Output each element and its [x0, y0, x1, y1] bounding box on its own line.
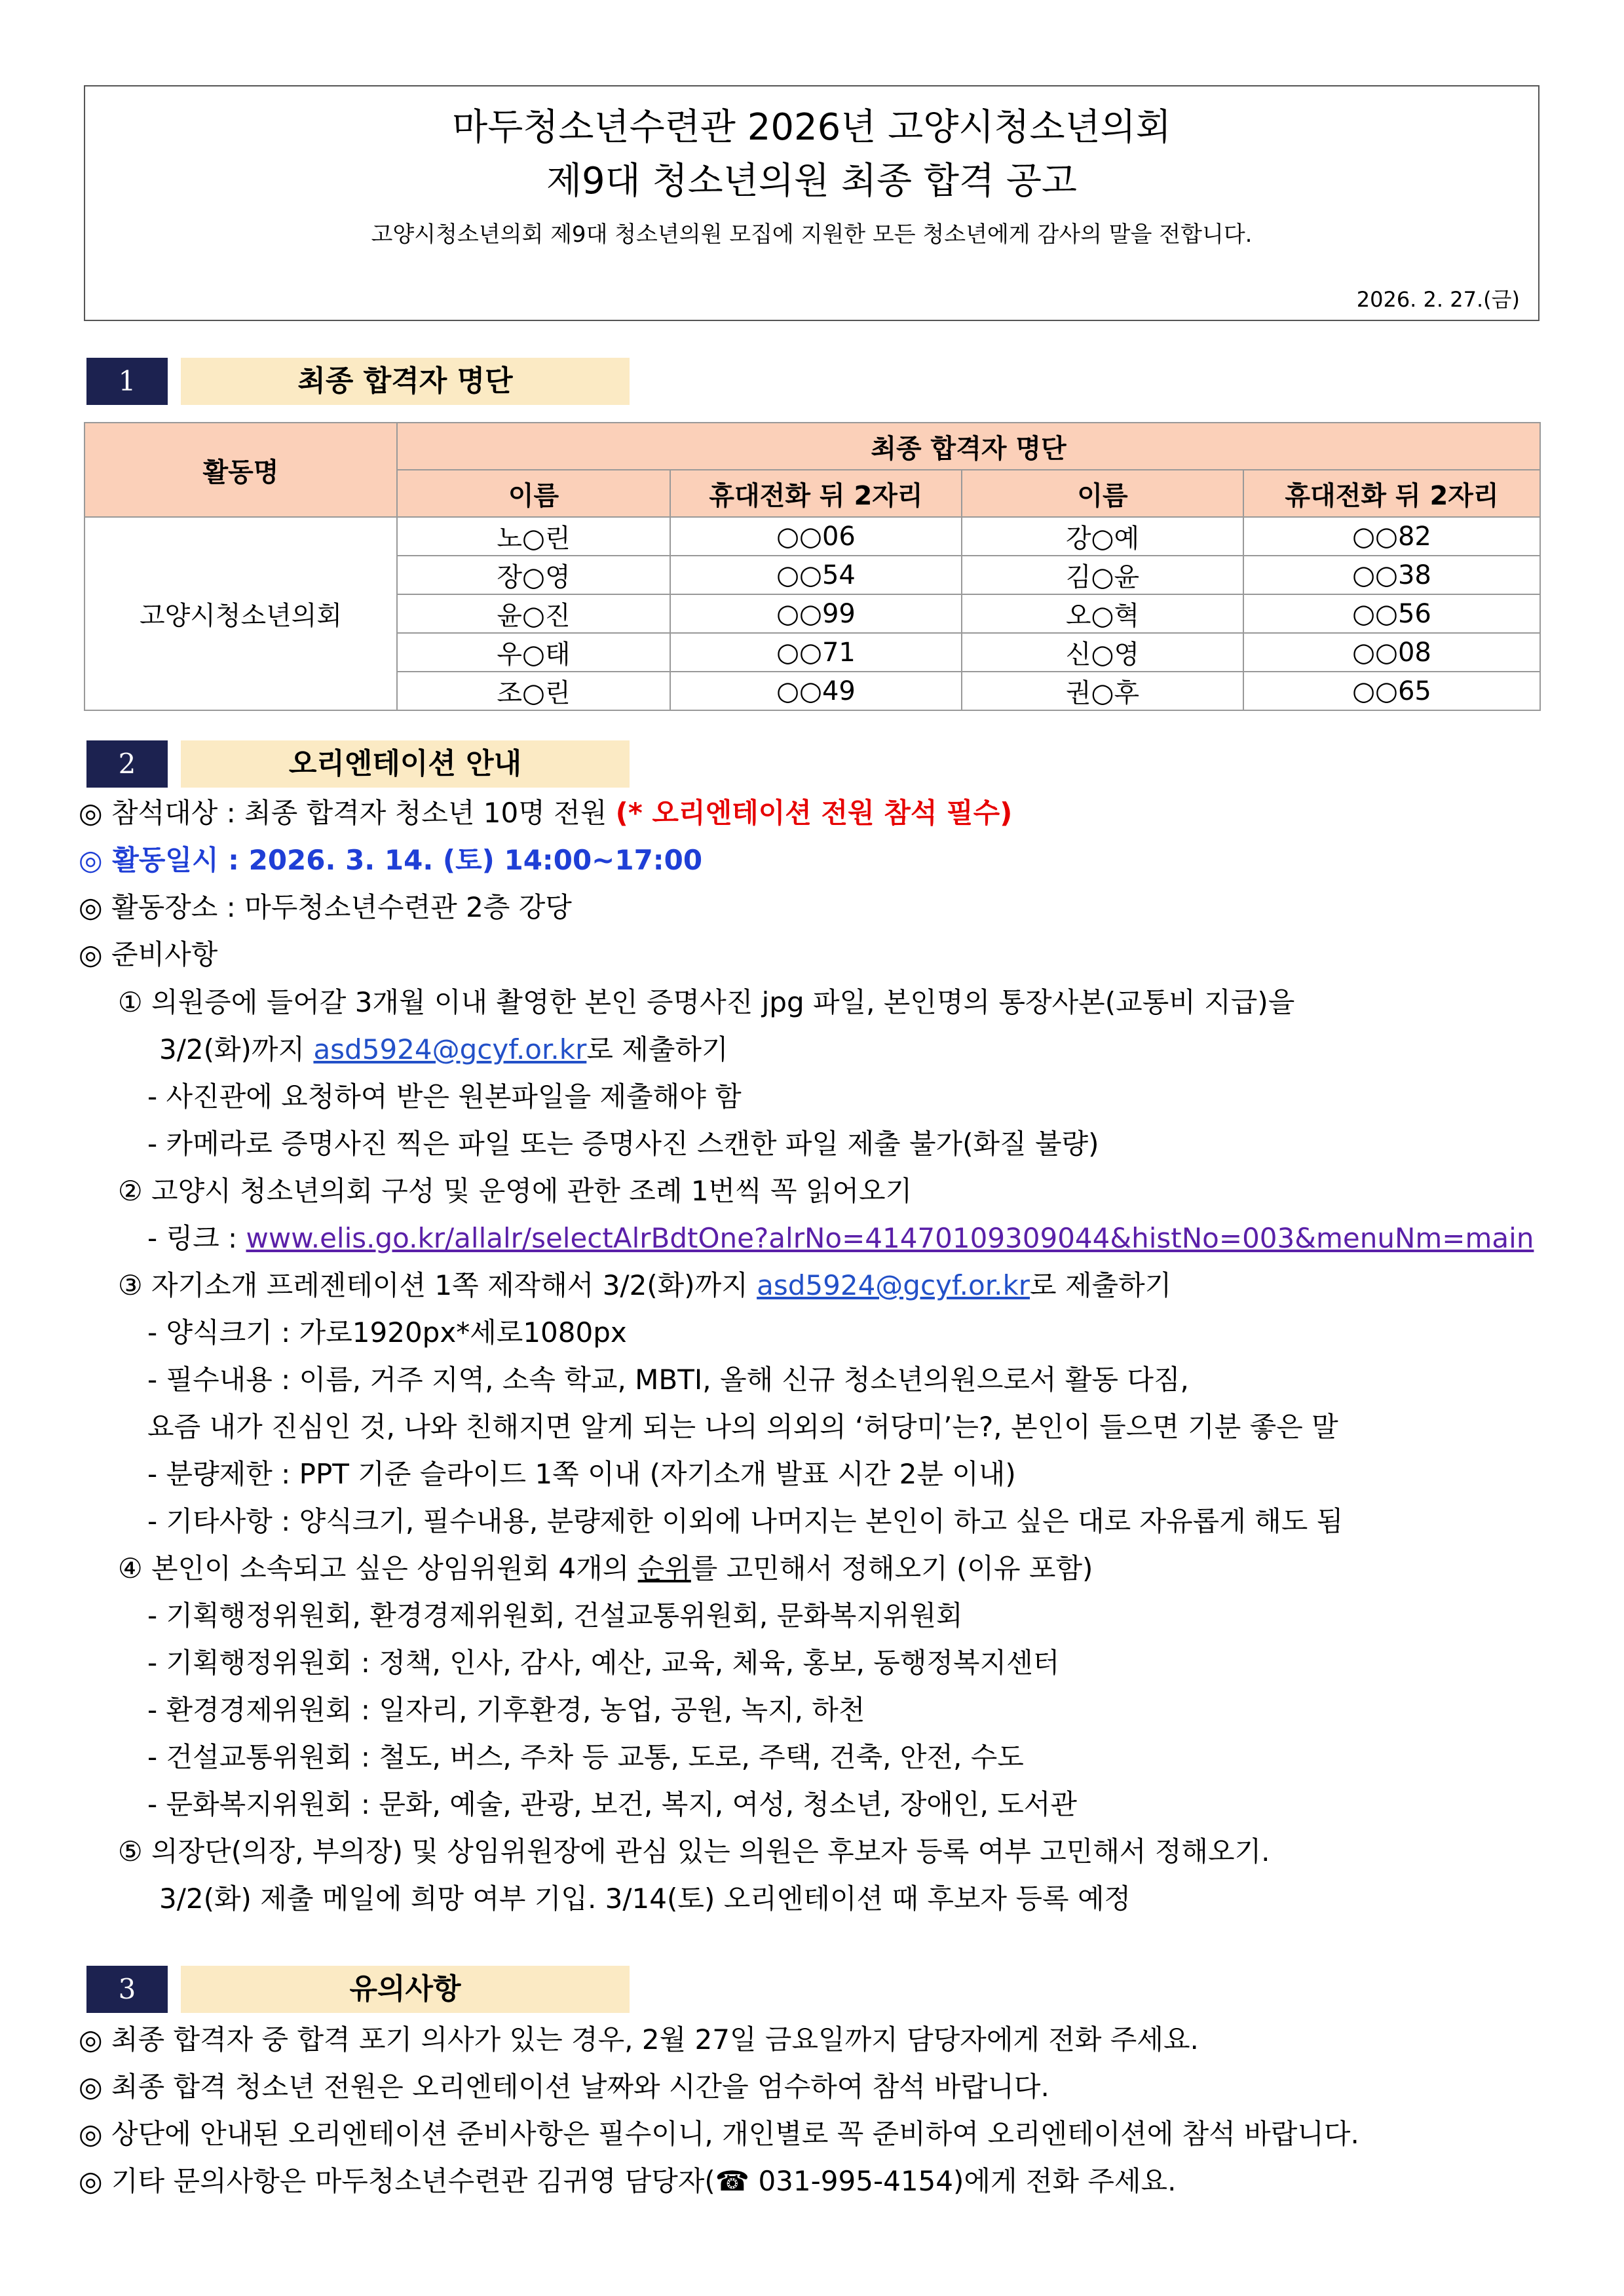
item3-pre: ③ 자기소개 프레젠테이션 1쪽 제작해서 3/2(화)까지	[118, 1269, 757, 1301]
cell-phone: ○○49	[670, 672, 962, 710]
cell-name: 강○예	[962, 517, 1243, 556]
prep-item-2-link	[147, 1217, 1534, 1256]
prep-item-3-sub4: - 기타사항 : 양식크기, 필수내용, 분량제한 이외에 나머지는 본인이 하고 싶은 대로 자유롭게 해도 됨	[147, 1505, 1344, 1537]
cell-phone: ○○71	[670, 633, 962, 672]
prep-item-3-sub1: - 양식크기 : 가로1920px*세로1080px	[147, 1316, 627, 1349]
activity-name: 고양시청소년의회	[85, 517, 397, 710]
cell-phone: ○○06	[670, 517, 962, 556]
item4-underlined: 순위	[637, 1552, 691, 1584]
item1b-pre: 3/2(화)까지	[159, 1033, 314, 1065]
prep-item-4-sub2: - 기획행정위원회 : 정책, 인사, 감사, 예산, 교육, 체육, 홍보, 동행정복지센터	[147, 1647, 1060, 1679]
col-name-1: 이름	[397, 470, 670, 517]
cell-phone: ○○08	[1243, 633, 1540, 672]
cell-name: 노○린	[397, 517, 670, 556]
note-4: ◎ 기타 문의사항은 마두청소년수련관 김귀영 담당자(☎ 031-995-4154)에게 전화 주세요.	[79, 2165, 1177, 2197]
prep-item-3-sub3: - 분량제한 : PPT 기준 슬라이드 1쪽 이내 (자기소개 발표 시간 2분 이내)	[147, 1458, 1016, 1490]
item4-pre: ④ 본인이 소속되고 싶은 상임위원회 4개의	[118, 1552, 638, 1584]
cell-phone: ○○82	[1243, 517, 1540, 556]
title-line-2: 제9대 청소년의원 최종 합격 공고	[546, 160, 1078, 202]
section-1-title: 최종 합격자 명단	[181, 358, 630, 405]
cell-name: 조○린	[397, 672, 670, 710]
cell-name: 권○후	[962, 672, 1243, 710]
orientation-datetime: ◎ 활동일시 : 2026. 3. 14. (토) 14:00~17:00	[79, 844, 703, 876]
subtitle: 고양시청소년의회 제9대 청소년의원 모집에 지원한 모든 청소년에게 감사의 말을 전합니다.	[371, 221, 1253, 248]
cell-name: 윤○진	[397, 594, 670, 633]
section-2-title: 오리엔테이션 안내	[181, 740, 630, 788]
note-1: ◎ 최종 합격자 중 합격 포기 의사가 있는 경우, 2월 27일 금요일까지 담당자에게 전화 주세요.	[79, 2023, 1199, 2056]
orientation-prep: ◎ 준비사항	[79, 938, 218, 970]
table-row	[85, 517, 1540, 556]
section-1-number: 1	[86, 358, 168, 405]
cell-name: 김○윤	[962, 556, 1243, 594]
prep-item-3-sub2b: 요즘 내가 진심인 것, 나와 친해지면 알게 되는 나의 의외의 ‘허당미’는?, 본인이 들으면 기분 좋은 말	[147, 1411, 1338, 1443]
section-2-number: 2	[86, 740, 168, 788]
prep-item-2: ② 고양시 청소년의회 구성 및 운영에 관한 조례 1번씩 꼭 읽어오기	[118, 1175, 913, 1207]
prep-item-4	[118, 1547, 1093, 1586]
roster-table	[84, 422, 1541, 711]
prep-item-5: ⑤ 의장단(의장, 부의장) 및 상임위원장에 관심 있는 의원은 후보자 등록 여부 고민해서 정해오기.	[118, 1835, 1270, 1867]
prep-item-1-sub1: - 사진관에 요청하여 받은 원본파일을 제출해야 함	[147, 1081, 742, 1113]
header-box	[84, 85, 1539, 321]
col-phone-1: 휴대전화 뒤 2자리	[670, 470, 962, 517]
item3-post: 로 제출하기	[1030, 1269, 1172, 1301]
email-link[interactable]: asd5924@gcyf.or.kr	[757, 1269, 1030, 1301]
announcement-date: 2026. 2. 27.(금)	[1356, 287, 1520, 312]
email-link[interactable]: asd5924@gcyf.or.kr	[313, 1033, 587, 1065]
orientation-target	[79, 792, 1012, 831]
cell-name: 우○태	[397, 633, 670, 672]
item4-post: 를 고민해서 정해오기 (이유 포함)	[690, 1552, 1093, 1584]
prep-item-5b: 3/2(화) 제출 메일에 희망 여부 기입. 3/14(토) 오리엔테이션 때 후보자 등록 예정	[159, 1883, 1131, 1915]
col-phone-2: 휴대전화 뒤 2자리	[1243, 470, 1540, 517]
cell-name: 오○혁	[962, 594, 1243, 633]
cell-phone: ○○56	[1243, 594, 1540, 633]
prep-item-1-sub2: - 카메라로 증명사진 찍은 파일 또는 증명사진 스캔한 파일 제출 불가(화질 불량)	[147, 1128, 1099, 1160]
orientation-place: ◎ 활동장소 : 마두청소년수련관 2층 강당	[79, 891, 572, 923]
prep-item-4-sub3: - 환경경제위원회 : 일자리, 기후환경, 농업, 공원, 녹지, 하천	[147, 1694, 865, 1726]
cell-name: 장○영	[397, 556, 670, 594]
prep-item-4-sub4: - 건설교통위원회 : 철도, 버스, 주차 등 교통, 도로, 주택, 건축, 안전, 수도	[147, 1741, 1024, 1773]
target-note: (* 오리엔테이션 전원 참석 필수)	[615, 797, 1013, 829]
cell-phone: ○○65	[1243, 672, 1540, 710]
prep-item-3-sub2: - 필수내용 : 이름, 거주 지역, 소속 학교, MBTI, 올해 신규 청소년의원으로서 활동 다짐,	[147, 1364, 1189, 1396]
col-name-2: 이름	[962, 470, 1243, 517]
link-label: - 링크 :	[147, 1222, 246, 1254]
prep-item-1: ① 의원증에 들어갈 3개월 이내 촬영한 본인 증명사진 jpg 파일, 본인명의 통장사본(교통비 지급)을	[118, 986, 1295, 1018]
section-3-number: 3	[86, 1966, 168, 2013]
cell-phone: ○○38	[1243, 556, 1540, 594]
section-3-title: 유의사항	[181, 1966, 630, 2013]
item1b-post: 로 제출하기	[586, 1033, 728, 1065]
target-text: ◎ 참석대상 : 최종 합격자 청소년 10명 전원	[79, 797, 616, 829]
col-group: 최종 합격자 명단	[397, 423, 1540, 470]
title-line-1: 마두청소년수련관 2026년 고양시청소년의회	[452, 106, 1171, 149]
prep-item-4-sub1: - 기획행정위원회, 환경경제위원회, 건설교통위원회, 문화복지위원회	[147, 1599, 963, 1632]
note-2: ◎ 최종 합격 청소년 전원은 오리엔테이션 날짜와 시간을 엄수하여 참석 바랍니다.	[79, 2071, 1049, 2103]
cell-name: 신○영	[962, 633, 1243, 672]
prep-item-3	[118, 1264, 1171, 1303]
prep-item-4-sub5: - 문화복지위원회 : 문화, 예술, 관광, 보건, 복지, 여성, 청소년, 장애인, 도서관	[147, 1788, 1077, 1820]
cell-phone: ○○54	[670, 556, 962, 594]
note-3: ◎ 상단에 안내된 오리엔테이션 준비사항은 필수이니, 개인별로 꼭 준비하여 오리엔테이션에 참석 바랍니다.	[79, 2118, 1359, 2150]
ordinance-link[interactable]: www.elis.go.kr/allalr/selectAlrBdtOne?alrNo=41470109309044&histNo=003&menuNm=main	[246, 1222, 1534, 1254]
prep-item-1b	[159, 1028, 728, 1067]
col-activity: 활동명	[85, 423, 397, 517]
cell-phone: ○○99	[670, 594, 962, 633]
